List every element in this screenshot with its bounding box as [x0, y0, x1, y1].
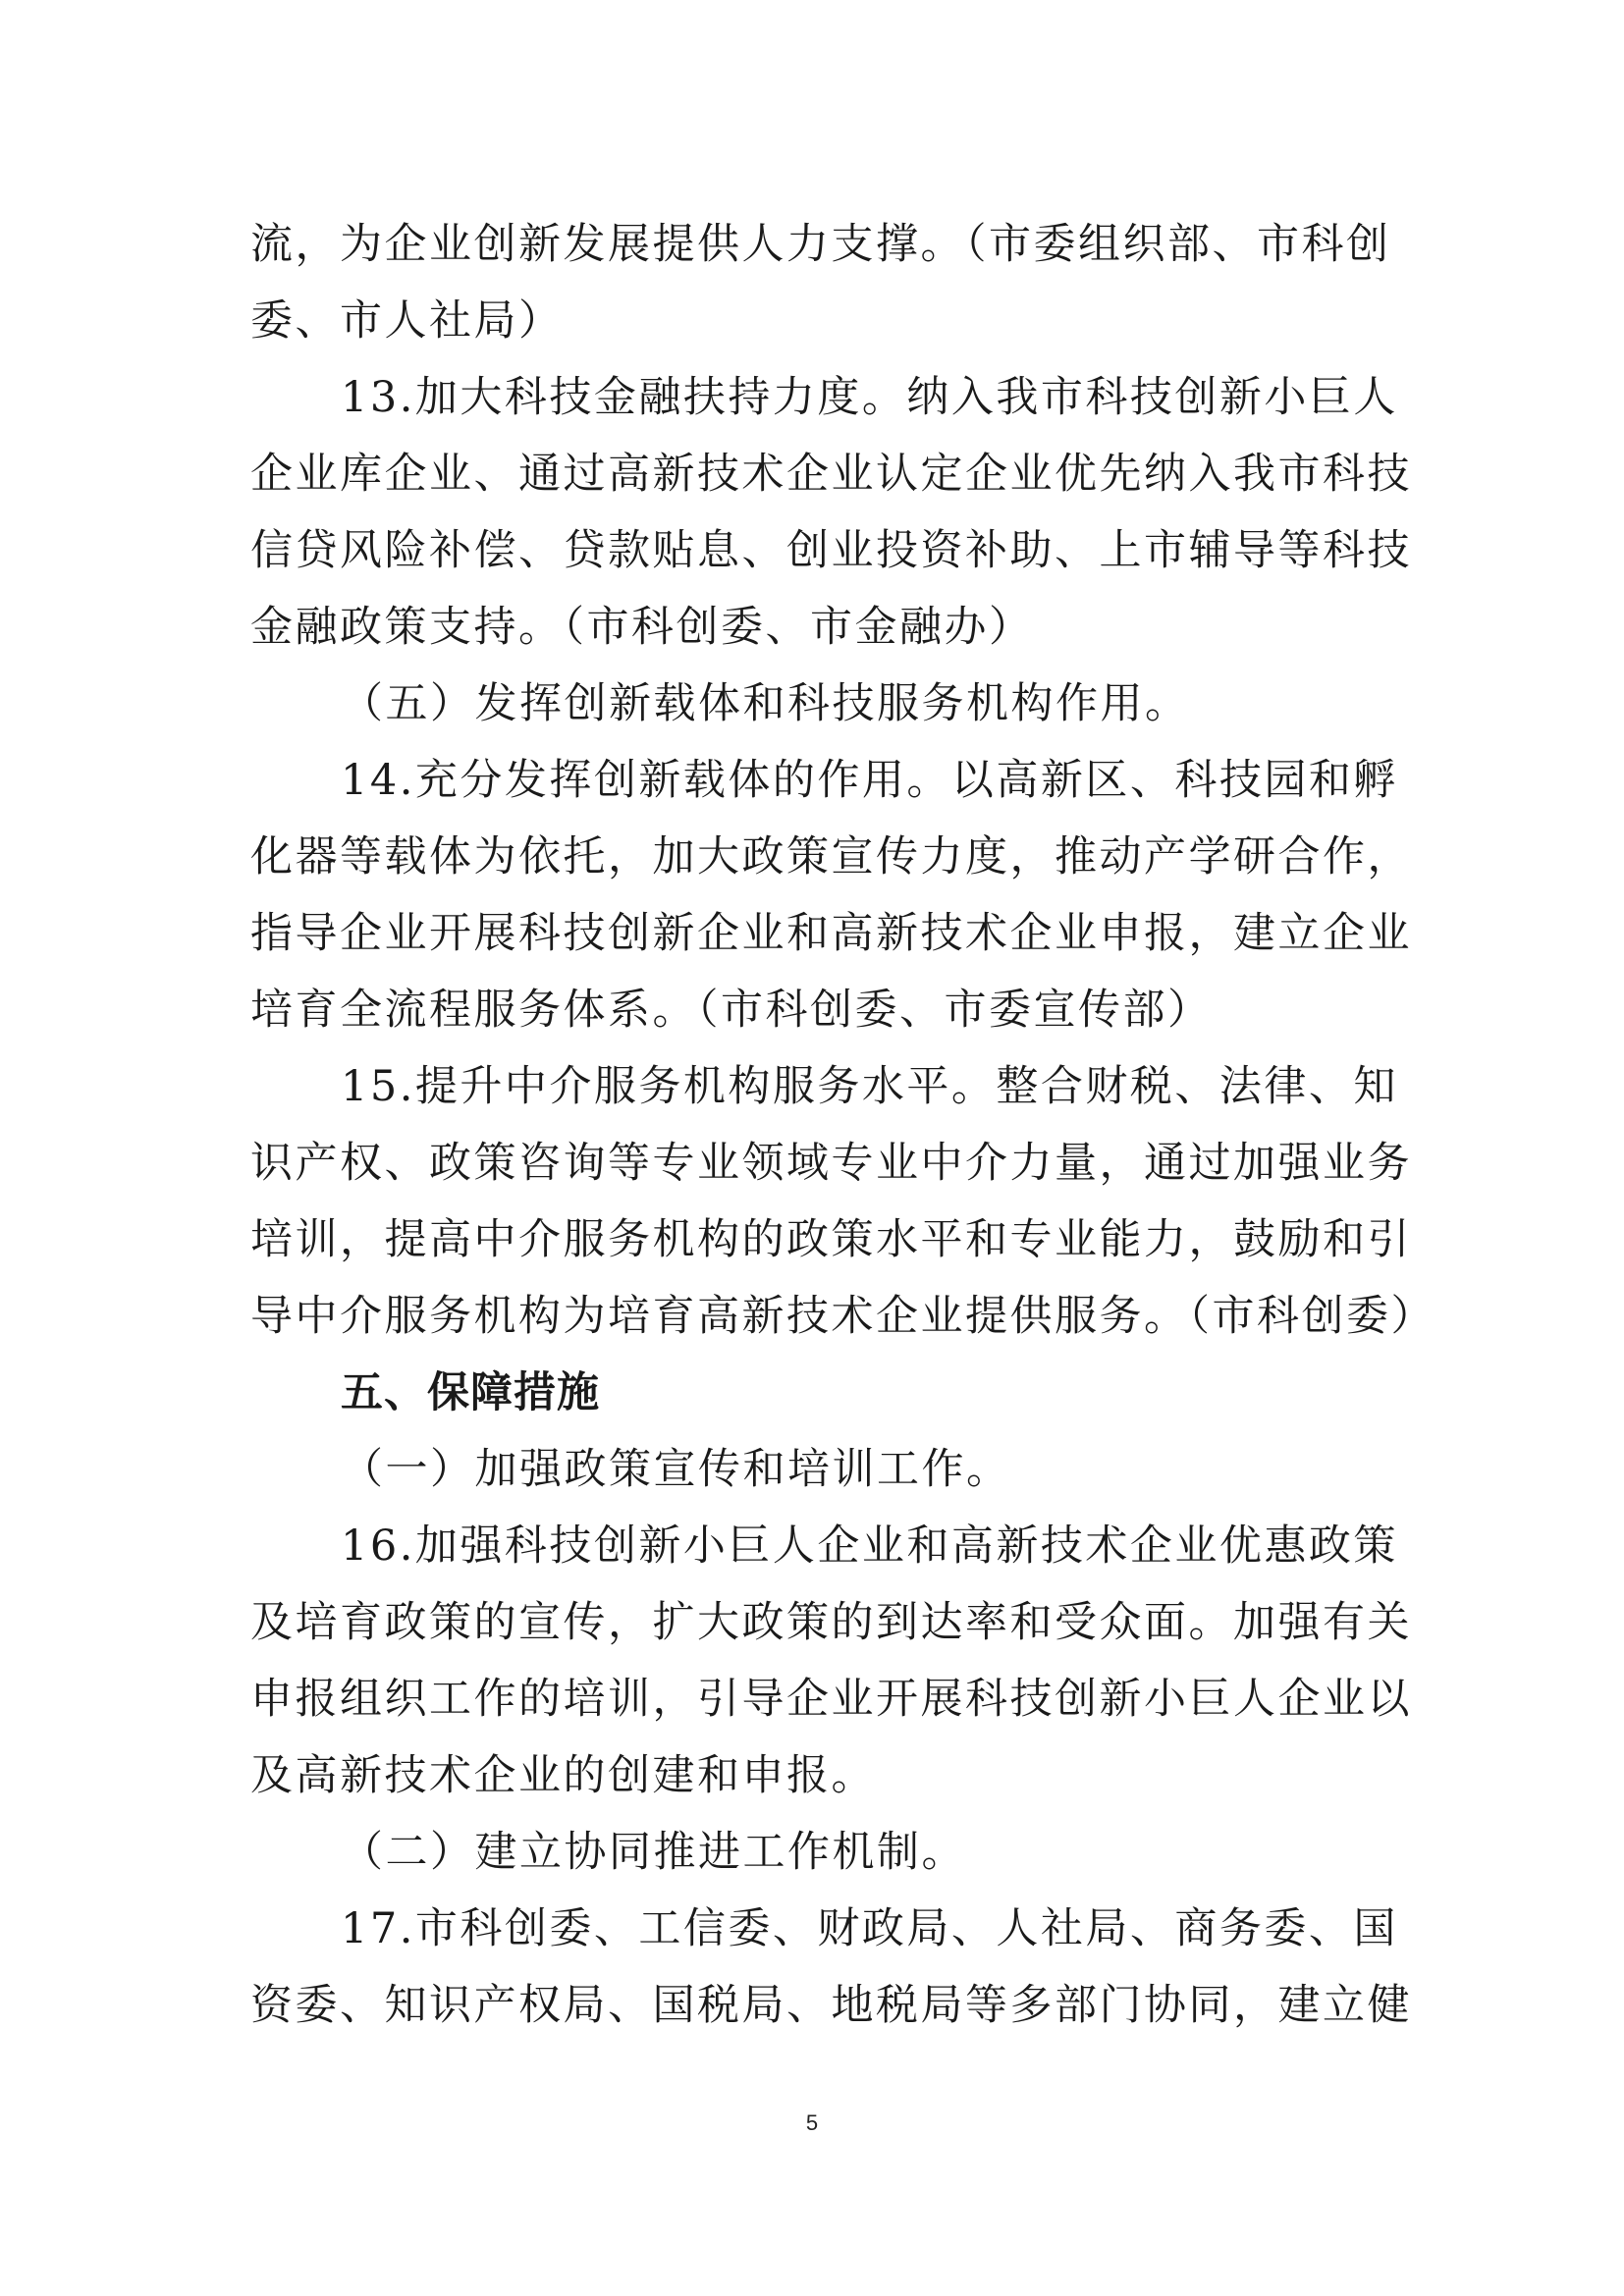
paragraph-15-heading: 15.提升中介服务机构服务水平。整合财税、法律、知	[341, 1062, 1398, 1111]
text-line: 流，为企业创新发展提供人力支撑。（市委组织部、市科创	[250, 220, 1391, 269]
text-line: 资委、知识产权局、国税局、地税局等多部门协同，建立健	[250, 1981, 1412, 2030]
paragraph-16-heading: 16.加强科技创新小巨人企业和高新技术企业优惠政策	[341, 1522, 1398, 1571]
section-heading-1: （一）加强政策宣传和培训工作。	[341, 1445, 1011, 1494]
section-heading-5: （五）发挥创新载体和科技服务机构作用。	[341, 679, 1190, 728]
text-line: 导中介服务机构为培育高新技术企业提供服务。（市科创委）	[250, 1292, 1435, 1341]
text-line: 企业库企业、通过高新技术企业认定企业优先纳入我市科技	[250, 450, 1412, 499]
text-line: 申报组织工作的培训，引导企业开展科技创新小巨人企业以	[250, 1675, 1412, 1724]
text-line: 委、市人社局）	[250, 296, 564, 346]
text-line: 指导企业开展科技创新企业和高新技术企业申报，建立企业	[250, 909, 1412, 958]
text-line: 信贷风险补偿、贷款贴息、创业投资补助、上市辅导等科技	[250, 526, 1412, 575]
text-line: 及培育政策的宣传，扩大政策的到达率和受众面。加强有关	[250, 1598, 1412, 1647]
paragraph-13-heading: 13.加大科技金融扶持力度。纳入我市科技创新小巨人	[341, 373, 1398, 422]
text-line: 培训，提高中介服务机构的政策水平和专业能力，鼓励和引	[250, 1215, 1412, 1264]
document-body	[250, 206, 1435, 2044]
chapter-heading-safeguards: 五、保障措施	[341, 1368, 600, 1417]
page-number: 5	[805, 2110, 819, 2135]
text-line: 培育全流程服务体系。（市科创委、市委宣传部）	[250, 986, 1213, 1035]
section-heading-2: （二）建立协同推进工作机制。	[341, 1828, 966, 1877]
text-line: 识产权、政策咨询等专业领域专业中介力量，通过加强业务	[250, 1139, 1412, 1188]
text-line: 及高新技术企业的创建和申报。	[250, 1751, 876, 1800]
paragraph-14-heading: 14.充分发挥创新载体的作用。以高新区、科技园和孵	[341, 756, 1398, 805]
text-line: 金融政策支持。（市科创委、市金融办）	[250, 603, 1034, 652]
paragraph-17-heading: 17.市科创委、工信委、财政局、人社局、商务委、国	[341, 1904, 1398, 1953]
text-line: 化器等载体为依托，加大政策宣传力度，推动产学研合作，	[250, 832, 1412, 881]
